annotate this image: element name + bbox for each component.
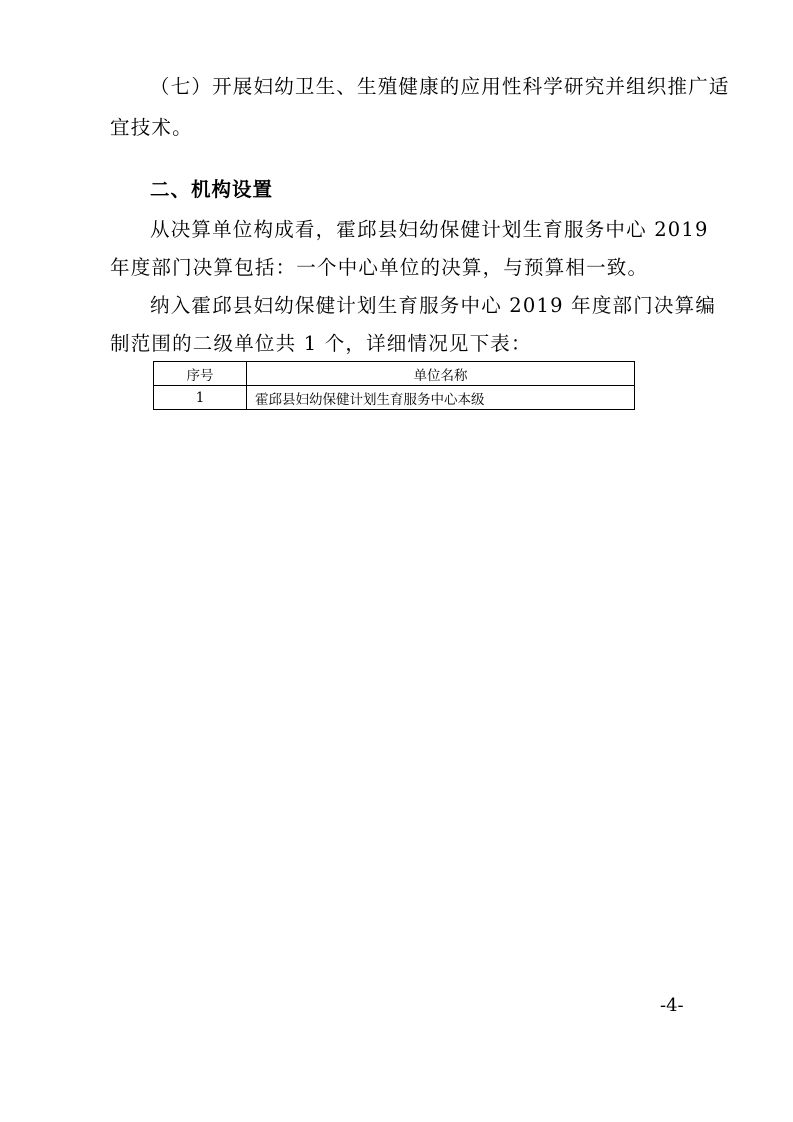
item7-text-line1: （七）开展妇幼卫生、生殖健康的应用性科学研究并组织推广适 (150, 75, 730, 98)
cell-unit-name: 霍邱县妇幼保健计划生育服务中心本级 (247, 386, 635, 410)
header-unit-name: 单位名称 (247, 362, 635, 386)
item7-text-line2: 宜技术。 (110, 116, 193, 139)
header-seq: 序号 (154, 362, 247, 386)
cell-seq: 1 (154, 386, 247, 410)
table-header-row (154, 362, 635, 386)
paragraph1-line1: 从决算单位构成看，霍邱县妇幼保健计划生育服务中心 2019 (150, 218, 709, 241)
unit-table (153, 361, 635, 410)
paragraph1-line2: 年度部门决算包括：一个中心单位的决算，与预算相一致。 (110, 256, 649, 279)
section-heading: 二、机构设置 (150, 178, 274, 201)
paragraph2-line1: 纳入霍邱县妇幼保健计划生育服务中心 2019 年度部门决算编 (150, 294, 717, 317)
table-row (154, 386, 635, 410)
paragraph2-line2: 制范围的二级单位共 1 个，详细情况见下表： (110, 332, 532, 355)
page-number: -4- (660, 995, 684, 1016)
